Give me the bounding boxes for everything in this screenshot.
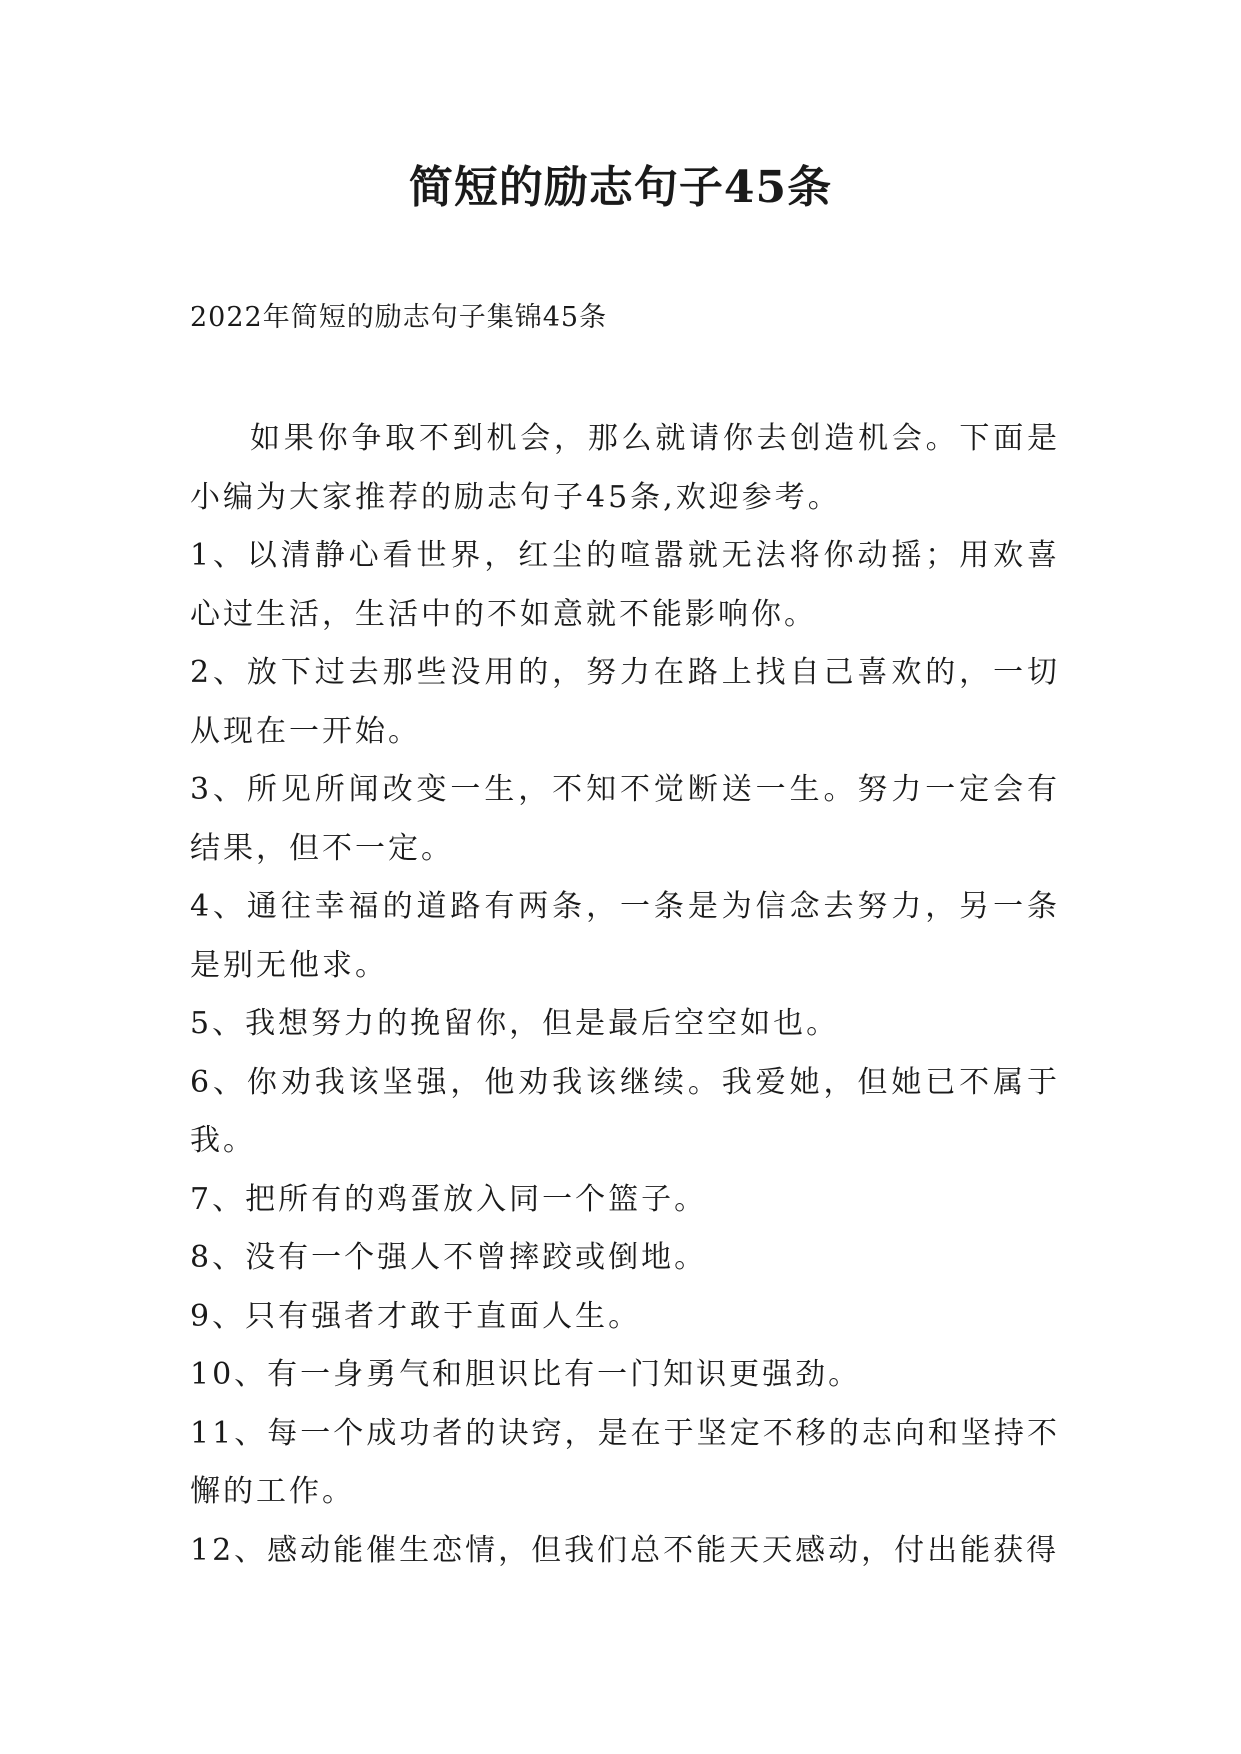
list-item: 3、所见所闻改变一生，不知不觉断送一生。努力一定会有结果，但不一定。 [190,772,1060,866]
list-item: 4、通往幸福的道路有两条，一条是为信念去努力，另一条是别无他求。 [190,889,1060,983]
list-item: 5、我想努力的挽留你，但是最后空空如也。 [190,1006,840,1041]
document-title: 简短的励志句子45条 [408,162,833,213]
list-item: 6、你劝我该坚强，他劝我该继续。我爱她，但她已不属于我。 [190,1064,1060,1158]
document-body [190,410,1060,1580]
list-item: 1、以清静心看世界，红尘的喧嚣就无法将你动摇；用欢喜心过生活，生活中的不如意就不能影响你。 [190,538,1060,632]
list-item: 12、感动能催生恋情，但我们总不能天天感动，付出能获得 [190,1532,1060,1568]
list-item: 2、放下过去那些没用的，努力在路上找自己喜欢的，一切从现在一开始。 [190,655,1060,749]
list-item: 11、每一个成功者的诀窍，是在于坚定不移的志向和坚持不懈的工作。 [190,1415,1060,1509]
list-item: 7、把所有的鸡蛋放入同一个篮子。 [190,1181,708,1217]
intro-paragraph: 如果你争取不到机会，那么就请你去创造机会。下面是小编为大家推荐的励志句子45条,欢迎参考。 [190,421,1060,515]
document-subtitle: 2022年简短的励志句子集锦45条 [190,302,608,333]
list-item: 9、只有强者才敢于直面人生。 [190,1298,642,1334]
list-item: 10、有一身勇气和胆识比有一门知识更强劲。 [190,1357,862,1392]
list-item: 8、没有一个强人不曾摔跤或倒地。 [190,1240,708,1275]
